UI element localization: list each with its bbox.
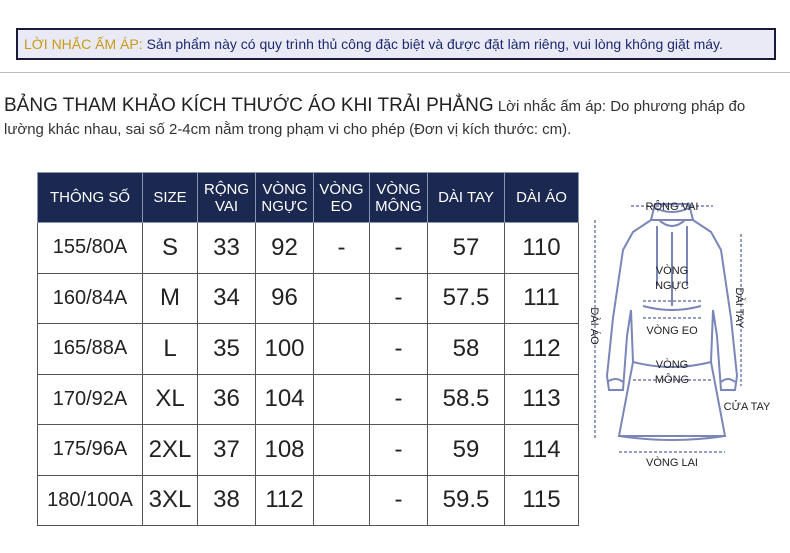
cell-chest: 92 (256, 223, 314, 274)
label-sleeve-length: DÀI TAY (733, 287, 745, 329)
cell-body-length: 112 (505, 324, 579, 375)
cell-hip: - (370, 223, 428, 274)
label-chest-2: NGỰC (655, 280, 689, 292)
cell-body-length: 110 (505, 223, 579, 274)
cell-hip: - (370, 324, 428, 375)
label-hem: VÒNG LAI (646, 457, 698, 469)
cell-spec: 170/92A (38, 374, 143, 425)
cell-chest: 108 (256, 425, 314, 476)
label-chest-1: VÒNG (655, 265, 689, 277)
cell-waist (314, 374, 370, 425)
notice-text: Sản phẩm này có quy trình thủ công đặc biệt và được đặt làm riêng, vui lòng không giặt máy. (146, 36, 723, 52)
label-body-length: DÀI ÁO (588, 307, 600, 345)
label-waist: VÒNG EO (646, 325, 698, 337)
care-notice-banner (16, 28, 776, 60)
measurement-note: Lời nhắc ấm áp: Do phương pháp đo lường khác nhau, sai số 2-4cm nằm trong phạm vi cho phép (Đơn vị kích thước: cm). (4, 98, 746, 138)
cell-sleeve-length: 58 (428, 324, 505, 375)
size-chart-heading (4, 94, 786, 141)
cell-body-length: 111 (505, 273, 579, 324)
cell-sleeve-length: 59 (428, 425, 505, 476)
table-row (38, 374, 579, 425)
cell-size: 3XL (143, 475, 198, 526)
cell-spec: 175/96A (38, 425, 143, 476)
cell-waist: - (314, 223, 370, 274)
header-chest: VÒNG NGỰC (256, 173, 314, 223)
cell-size: XL (143, 374, 198, 425)
cell-shoulder-width: 38 (198, 475, 256, 526)
dress-outline (607, 204, 737, 440)
cell-spec: 165/88A (38, 324, 143, 375)
header-size: SIZE (143, 173, 198, 223)
cell-hip: - (370, 425, 428, 476)
cell-size: M (143, 273, 198, 324)
cell-chest: 96 (256, 273, 314, 324)
header-sleeve-length: DÀI TAY (428, 173, 505, 223)
cell-shoulder-width: 33 (198, 223, 256, 274)
label-hip-2: MÔNG (654, 374, 690, 386)
cell-shoulder-width: 35 (198, 324, 256, 375)
header-hip: VÒNG MÔNG (370, 173, 428, 223)
cell-waist (314, 475, 370, 526)
cell-hip: - (370, 475, 428, 526)
cell-sleeve-length: 57.5 (428, 273, 505, 324)
table-row (38, 324, 579, 375)
cell-shoulder-width: 36 (198, 374, 256, 425)
cell-sleeve-length: 58.5 (428, 374, 505, 425)
cell-shoulder-width: 37 (198, 425, 256, 476)
cell-chest: 112 (256, 475, 314, 526)
cell-sleeve-length: 57 (428, 223, 505, 274)
label-hip-1: VÒNG (655, 359, 689, 371)
notice-label: LỜI NHẮC ẤM ÁP: (24, 36, 143, 52)
cell-body-length: 113 (505, 374, 579, 425)
chart-title: BẢNG THAM KHẢO KÍCH THƯỚC ÁO KHI TRẢI PHẲNG (4, 95, 494, 116)
label-shoulder-width: RỘNG VAI (645, 201, 699, 213)
table-row (38, 223, 579, 274)
cell-size: 2XL (143, 425, 198, 476)
cell-body-length: 114 (505, 425, 579, 476)
cell-size: S (143, 223, 198, 274)
cell-waist (314, 425, 370, 476)
cell-chest: 104 (256, 374, 314, 425)
cell-waist (314, 324, 370, 375)
cell-spec: 155/80A (38, 223, 143, 274)
size-table (37, 172, 579, 526)
cell-shoulder-width: 34 (198, 273, 256, 324)
table-row (38, 425, 579, 476)
cell-waist (314, 273, 370, 324)
header-body-length: DÀI ÁO (505, 173, 579, 223)
cell-chest: 100 (256, 324, 314, 375)
header-waist: VÒNG EO (314, 173, 370, 223)
header-spec: THÔNG SỐ (38, 173, 143, 223)
cell-hip: - (370, 273, 428, 324)
cell-body-length: 115 (505, 475, 579, 526)
table-row (38, 475, 579, 526)
divider (0, 72, 790, 73)
table-header-row (38, 173, 579, 223)
cell-hip: - (370, 374, 428, 425)
header-shoulder-width: RỘNG VAI (198, 173, 256, 223)
cell-sleeve-length: 59.5 (428, 475, 505, 526)
garment-measurement-diagram (583, 186, 783, 472)
label-cuff: CỬA TAY (723, 401, 771, 413)
table-row (38, 273, 579, 324)
cell-spec: 160/84A (38, 273, 143, 324)
cell-spec: 180/100A (38, 475, 143, 526)
cell-size: L (143, 324, 198, 375)
